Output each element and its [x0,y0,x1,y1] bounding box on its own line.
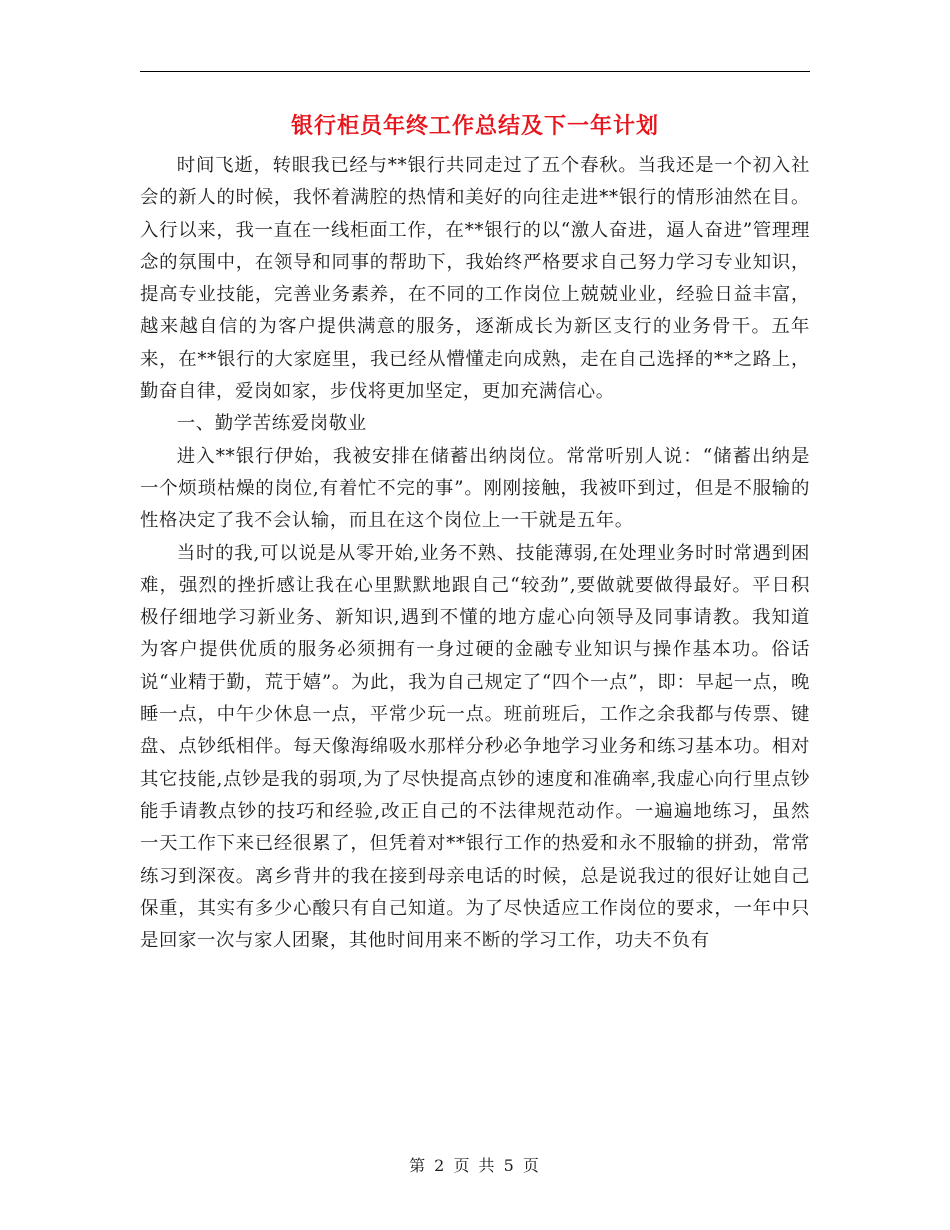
document-body [140,150,810,957]
document-title: 银行柜员年终工作总结及下一年计划 [290,113,659,139]
paragraph-section1-a: 进入**银行伊始，我被安排在储蓄出纳岗位。常常听别人说：“储蓄出纳是一个烦琐枯燥的岗位,有着忙不完的事”。刚刚接触，我被吓到过，但是不服输的性格决定了我不会认输，而且在这个岗位上一干就是五年。 [140,445,810,532]
paragraph-intro: 时间飞逝，转眼我已经与**银行共同走过了五个春秋。当我还是一个初入社会的新人的时候，我怀着满腔的热情和美好的向往走进**银行的情形油然在目。入行以来，我一直在一线柜面工作，在**银行的以“激人奋进，逼人奋进”管理理念的氛围中，在领导和同事的帮助下，我始终严格要求自己努力学习专业知识，提高专业技能，完善业务素养，在不同的工作岗位上兢兢业业，经验日益丰富，越来越自信的为客户提供满意的服务，逐渐成长为新区支行的业务骨干。五年来，在**银行的大家庭里，我已经从懵懂走向成熟，走在自己选择的**之路上，勤奋自律，爱岗如家，步伐将更加坚定，更加充满信心。 [140,155,810,403]
header-rule [140,71,810,72]
section-heading-1: 一、勤学苦练爱岗敬业 [176,413,367,435]
paragraph-section1-b: 当时的我,可以说是从零开始,业务不熟、技能薄弱,在处理业务时时常遇到困难，强烈的挫折感让我在心里默默地跟自己“较劲”,要做就要做得最好。平日积极仔细地学习新业务、新知识,遇到不懂的地方虚心向领导及同事请教。我知道为客户提供优质的服务必须拥有一身过硬的金融专业知识与操作基本功。俗话说“业精于勤，荒于嬉”。为此，我为自己规定了“四个一点”，即：早起一点，晚睡一点，中午少休息一点，平常少玩一点。班前班后，工作之余我都与传票、键盘、点钞纸相伴。每天像海绵吸水那样分秒必争地学习业务和练习基本功。相对其它技能,点钞是我的弱项,为了尽快提高点钞的速度和准确率,我虚心向行里点钞能手请教点钞的技巧和经验,改正自己的不法律规范动作。一遍遍地练习，虽然一天工作下来已经很累了，但凭着对**银行工作的热爱和永不服输的拼劲，常常练习到深夜。离乡背井的我在接到母亲电话的时候，总是说我过的很好让她自己保重，其实有多少心酸只有自己知道。为了尽快适应工作岗位的要求，一年中只是回家一次与家人团聚，其他时间用来不断的学习工作，功夫不负有 [140,542,810,952]
page-footer: 第 2 页 共 5 页 [409,1156,541,1175]
